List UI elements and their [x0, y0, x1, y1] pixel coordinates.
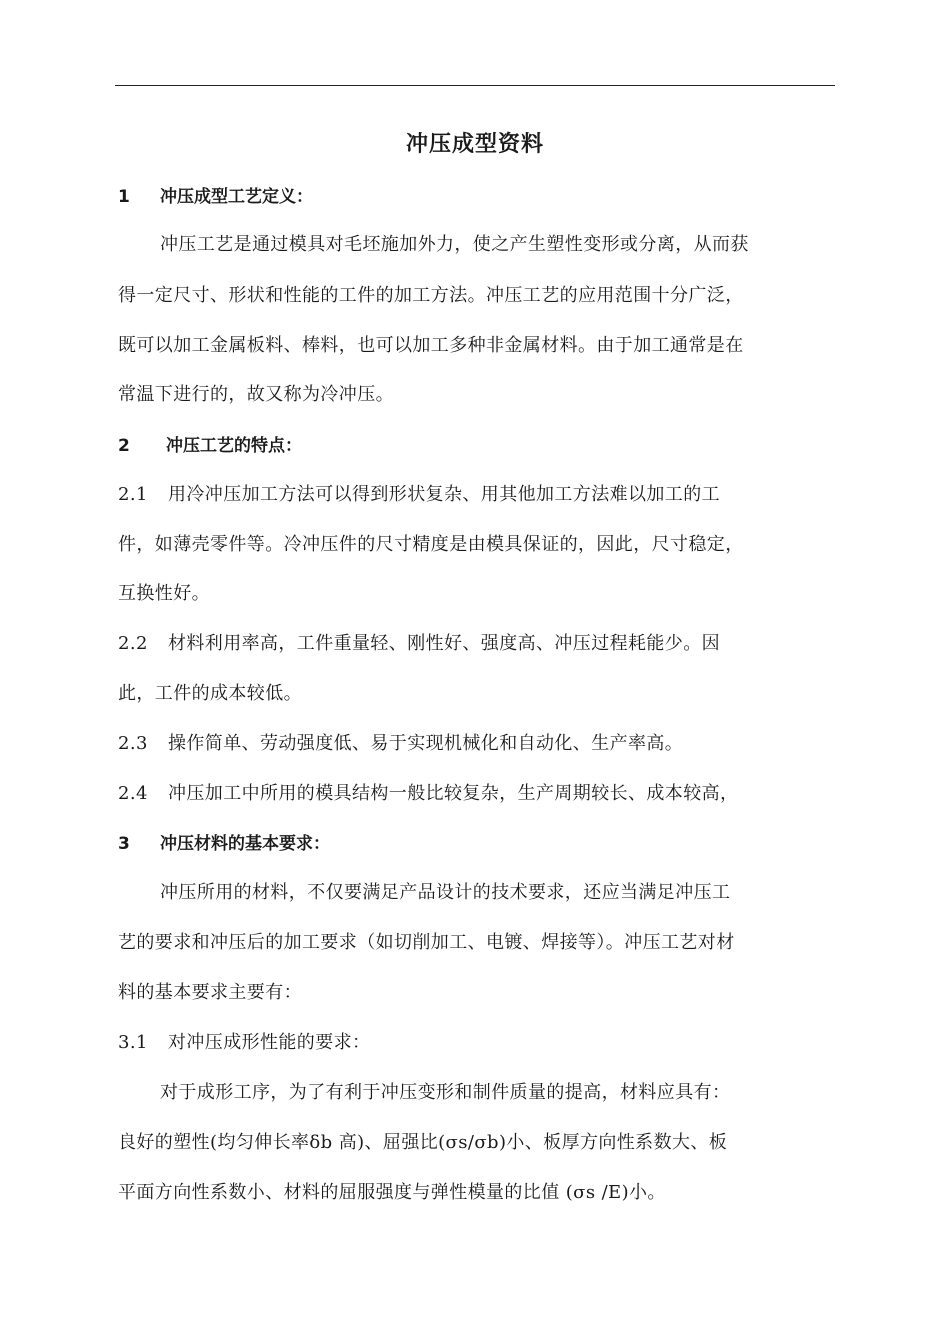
- section-1-heading: [118, 182, 313, 212]
- item-number: 3.1: [118, 1032, 148, 1053]
- item-number: 2.2: [118, 633, 148, 654]
- item-text: 操作简单、劳动强度低、易于实现机械化和自动化、生产率高。: [168, 733, 684, 754]
- section-title: 冲压成型工艺定义：: [160, 187, 313, 207]
- section-3-heading: [118, 829, 330, 859]
- item-text: 材料利用率高，工件重量轻、刚性好、强度高、冲压过程耗能少。因: [168, 633, 720, 654]
- section-title: 冲压工艺的特点：: [166, 436, 302, 456]
- paragraph-line: 料的基本要求主要有：: [118, 982, 302, 1003]
- section-2-heading: [118, 431, 302, 461]
- paragraph-line: 件，如薄壳零件等。冷冲压件的尺寸精度是由模具保证的，因此，尺寸稳定，: [118, 534, 744, 555]
- item-text: 对冲压成形性能的要求：: [168, 1032, 371, 1053]
- section-number: 2: [118, 436, 130, 456]
- list-item-3-1-line: [118, 1028, 370, 1058]
- list-item-2-1-line: [118, 480, 720, 510]
- list-item-2-3-line: [118, 729, 683, 759]
- paragraph-line: 对于成形工序，为了有利于冲压变形和制件质量的提高，材料应具有：: [160, 1082, 731, 1103]
- list-item-2-2-line: [118, 629, 720, 659]
- paragraph-line: 得一定尺寸、形状和性能的工件的加工方法。冲压工艺的应用范围十分广泛，: [118, 285, 744, 306]
- paragraph-line: 良好的塑性(均匀伸长率δb 高)、屈强比(σs/σb)小、板厚方向性系数大、板: [118, 1132, 728, 1153]
- item-number: 2.1: [118, 484, 148, 505]
- section-title: 冲压材料的基本要求：: [160, 834, 330, 854]
- paragraph-line: 常温下进行的，故又称为冷冲压。: [118, 384, 394, 405]
- header-rule: [115, 85, 835, 86]
- paragraph-line: 冲压工艺是通过模具对毛坯施加外力，使之产生塑性变形或分离，从而获: [160, 234, 749, 255]
- document-title: 冲压成型资料: [405, 132, 544, 157]
- paragraph-line: 此，工件的成本较低。: [118, 683, 302, 704]
- section-number: 3: [118, 834, 130, 854]
- paragraph-line: 既可以加工金属板料、棒料，也可以加工多种非金属材料。由于加工通常是在: [118, 335, 744, 356]
- item-number: 2.4: [118, 783, 148, 804]
- item-number: 2.3: [118, 733, 148, 754]
- item-text: 用冷冲压加工方法可以得到形状复杂、用其他加工方法难以加工的工: [168, 484, 720, 505]
- item-text: 冲压加工中所用的模具结构一般比较复杂，生产周期较长、成本较高，: [168, 783, 739, 804]
- list-item-2-4-line: [118, 779, 738, 809]
- paragraph-line: 冲压所用的材料，不仅要满足产品设计的技术要求，还应当满足冲压工: [160, 882, 731, 903]
- paragraph-line: 艺的要求和冲压后的加工要求（如切削加工、电镀、焊接等）。冲压工艺对材: [118, 932, 735, 953]
- paragraph-line: 互换性好。: [118, 583, 210, 604]
- section-number: 1: [118, 187, 130, 207]
- paragraph-line: 平面方向性系数小、材料的屈服强度与弹性模量的比值 (σs /E)小。: [118, 1182, 666, 1203]
